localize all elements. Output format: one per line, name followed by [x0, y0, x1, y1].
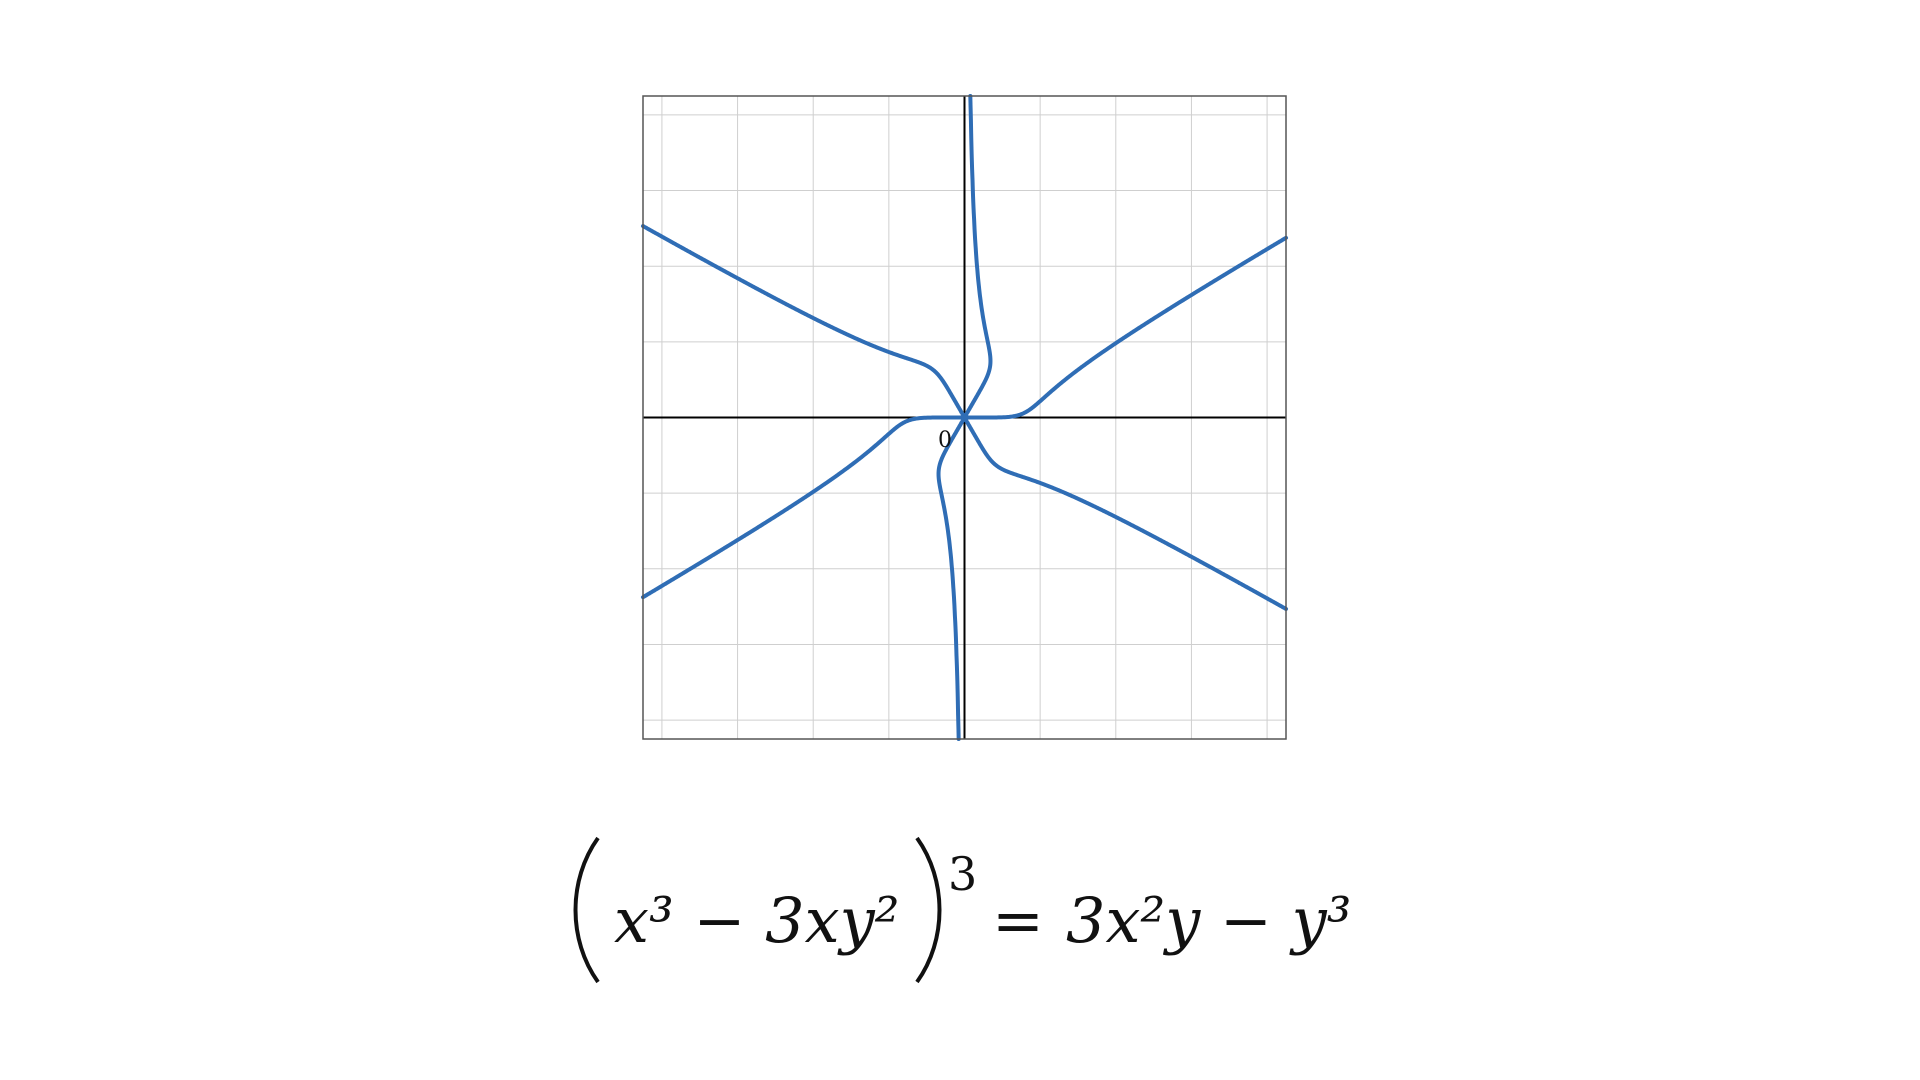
eq-lhs-base: x³ − 3xy²	[614, 884, 900, 957]
eq-rhs: 3x²y − y³	[1066, 884, 1352, 957]
eq-lhs-power: 3	[948, 847, 978, 901]
eq-equals: =	[992, 884, 1044, 957]
eq-left-paren	[576, 838, 599, 982]
origin-label: 0	[938, 428, 952, 453]
eq-right-paren	[917, 838, 940, 982]
equation	[560, 820, 1380, 1000]
